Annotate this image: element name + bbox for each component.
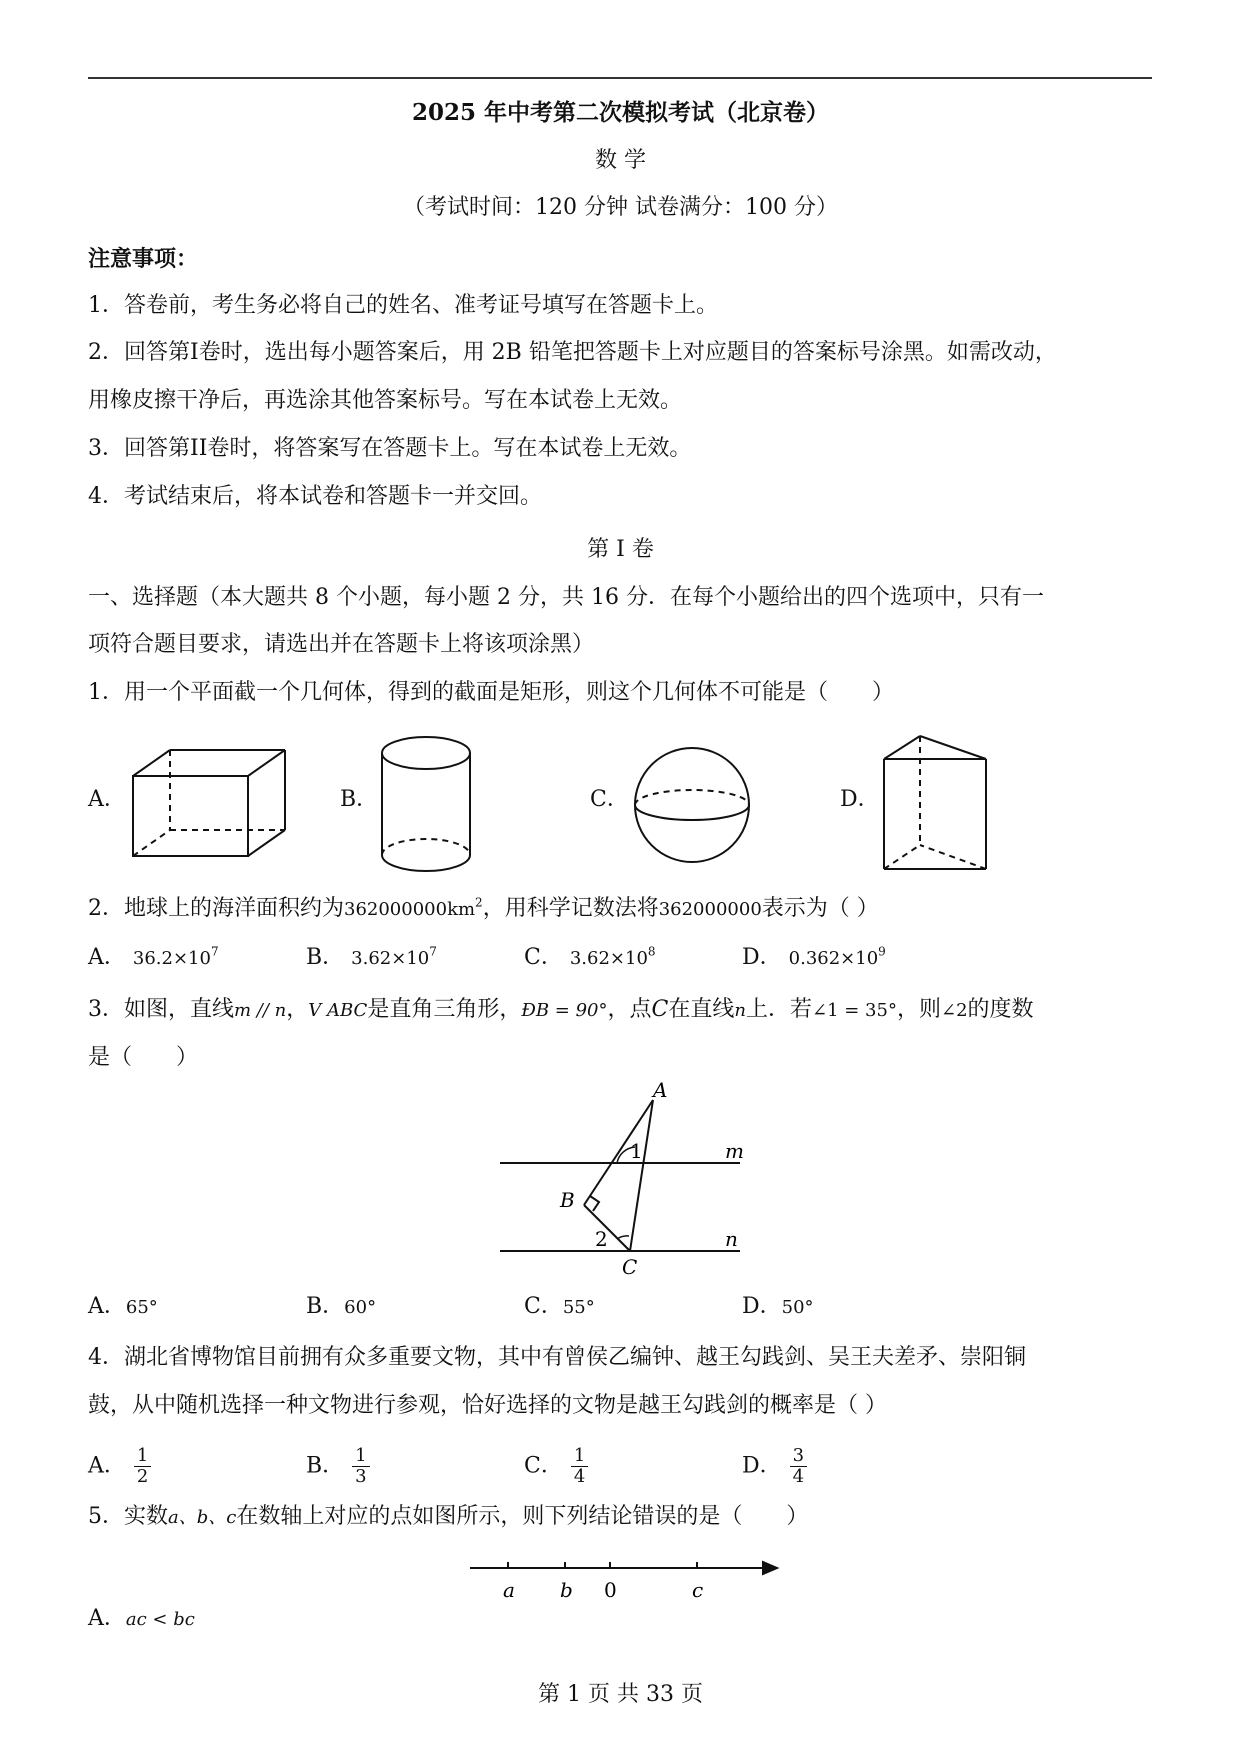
fraction-numerator: 1 <box>571 1446 588 1467</box>
option-exponent: 7 <box>429 944 437 959</box>
q2-stem-text: ，用科学记数法将 <box>482 896 659 921</box>
option-label: B． <box>306 1294 345 1319</box>
option-exponent: 9 <box>878 944 886 959</box>
cuboid-icon <box>130 748 290 858</box>
section-intro: 一、选择题（本大题共 8 个小题，每小题 2 分，共 16 分．在每个小题给出的四个选项中，只有一 <box>88 585 1044 610</box>
option-label: A． <box>88 1294 126 1319</box>
q2-area-value: 362000000km <box>344 899 476 920</box>
q3-label-n: n <box>725 1227 738 1251</box>
option-fraction <box>571 1446 588 1487</box>
q2-stem-text: 2．地球上的海洋面积约为 <box>88 896 344 921</box>
fraction-denominator: 4 <box>573 1466 586 1487</box>
q1-option-d-label: D． <box>840 787 880 812</box>
q5-vars: a、b、c <box>168 1507 237 1528</box>
option-label: D． <box>742 1294 782 1319</box>
q3-label-a: A <box>653 1078 668 1102</box>
header-rule <box>88 77 1152 79</box>
option-label: C． <box>524 1294 563 1319</box>
fraction-numerator: 1 <box>352 1446 369 1467</box>
option-exponent: 7 <box>210 944 219 959</box>
notice-item: 3．回答第II卷时，将答案写在答题卡上。写在本试卷上无效。 <box>88 436 692 461</box>
q4-option-b <box>306 1446 370 1487</box>
q2-stem-text: 表示为（ ） <box>761 896 879 921</box>
q3-stem-text: ， <box>286 997 309 1022</box>
q5-number-line-figure <box>465 1550 785 1620</box>
q3-point-c: C <box>651 997 669 1022</box>
axis-label-zero: 0 <box>604 1578 617 1602</box>
triangular-prism-icon <box>880 733 990 873</box>
option-label: A． <box>88 1606 126 1631</box>
option-value: 36.2×10 <box>132 948 211 969</box>
q1-option-a-label: A． <box>88 787 126 812</box>
q3-option-c <box>524 1292 595 1323</box>
q3-option-a <box>88 1292 158 1323</box>
q1-option-b-label: B． <box>340 787 379 812</box>
q2-option-b <box>306 943 437 974</box>
fraction-denominator: 2 <box>136 1466 149 1487</box>
sphere-icon <box>632 745 752 865</box>
option-value: 60° <box>344 1297 377 1318</box>
option-label: D． <box>742 1453 782 1479</box>
q2-option-c <box>524 943 656 974</box>
question-3-stem-cont: 是（ ） <box>88 1045 199 1070</box>
option-label: C． <box>524 1453 563 1479</box>
q3-stem-text: 在直线 <box>668 997 735 1022</box>
exam-title: 2025 年中考第二次模拟考试（北京卷） <box>411 99 830 126</box>
option-fraction <box>790 1446 807 1487</box>
q3-geometry-figure <box>490 1078 760 1279</box>
question-4-stem: 4．湖北省博物馆目前拥有众多重要文物，其中有曾侯乙编钟、越王勾践剑、吴王夫差矛、崇阳铜 <box>88 1345 1027 1370</box>
question-3-stem <box>88 995 1034 1026</box>
axis-label-a: a <box>503 1578 515 1602</box>
q3-angle-b-expr: ÐB = 90° <box>521 1000 608 1021</box>
q3-stem-text: 的度数 <box>967 997 1034 1022</box>
notice-heading: 注意事项： <box>88 246 199 272</box>
volume-title: 第 I 卷 <box>587 537 654 562</box>
option-fraction <box>352 1446 369 1487</box>
q4-option-d <box>742 1446 807 1487</box>
q3-stem-text: 是直角三角形， <box>367 997 522 1022</box>
q5-stem-text: 在数轴上对应的点如图所示，则下列结论错误的是（ ） <box>236 1504 809 1529</box>
q5-option-a <box>88 1604 195 1635</box>
q4-option-a <box>88 1446 151 1487</box>
q3-stem-text: 上．若 <box>745 997 812 1022</box>
option-value: ac < bc <box>125 1609 195 1630</box>
option-label: D． <box>742 945 782 970</box>
q3-parallel-expr: m // n <box>234 1000 287 1021</box>
q3-label-b: B <box>560 1188 575 1212</box>
section-intro: 项符合题目要求，请选出并在答题卡上将该项涂黑） <box>88 632 595 657</box>
option-label: C． <box>524 945 563 970</box>
axis-label-c: c <box>692 1578 704 1602</box>
option-label: A． <box>88 1453 126 1479</box>
subject-title: 数 学 <box>595 148 646 173</box>
notice-item: 用橡皮擦干净后，再选涂其他答案标号。写在本试卷上无效。 <box>88 388 683 413</box>
q5-stem-text: 5．实数 <box>88 1504 168 1529</box>
q3-angle-1-expr: ∠1 = 35° <box>812 1000 897 1021</box>
notice-item: 1．答卷前，考生务必将自己的姓名、准考证号填写在答题卡上。 <box>88 293 718 318</box>
q3-label-m: m <box>725 1139 744 1163</box>
option-value: 0.362×10 <box>788 948 879 969</box>
option-value: 55° <box>562 1297 595 1318</box>
question-2-stem <box>88 894 879 925</box>
q3-line-n: n <box>734 1000 746 1021</box>
q3-label-1: 1 <box>630 1139 643 1163</box>
q3-triangle-expr: V ABC <box>308 1000 368 1021</box>
option-value: 3.62×10 <box>569 948 648 969</box>
q3-option-b <box>306 1292 376 1323</box>
option-fraction <box>134 1446 151 1487</box>
q4-option-c <box>524 1446 588 1487</box>
question-5-stem <box>88 1502 808 1533</box>
q2-option-d <box>742 943 886 974</box>
q3-option-d <box>742 1292 814 1323</box>
q3-stem-text: ，点 <box>607 997 652 1022</box>
fraction-numerator: 1 <box>134 1446 151 1467</box>
q3-angle-2-expr: ∠2 <box>940 1000 968 1021</box>
q1-option-c-label: C． <box>590 787 629 812</box>
question-1-stem: 1．用一个平面截一个几何体，得到的截面是矩形，则这个几何体不可能是（ ） <box>88 680 894 705</box>
fraction-denominator: 4 <box>792 1466 805 1487</box>
option-label: B． <box>306 1453 345 1479</box>
notice-item: 2．回答第I卷时，选出每小题答案后，用 2B 铅笔把答题卡上对应题目的答案标号涂黑。如需改动， <box>88 340 1057 365</box>
option-value: 65° <box>125 1297 158 1318</box>
option-value: 3.62×10 <box>351 948 430 969</box>
option-exponent: 8 <box>647 944 656 959</box>
page-footer: 第 1 页 共 33 页 <box>538 1682 703 1707</box>
option-label: A． <box>88 945 126 970</box>
q3-stem-text: 3．如图，直线 <box>88 997 234 1022</box>
q2-area-exponent: 2 <box>475 895 483 910</box>
option-value: 50° <box>781 1297 814 1318</box>
q2-number: 362000000 <box>658 899 762 920</box>
q2-option-a <box>88 943 219 974</box>
axis-label-b: b <box>560 1578 573 1602</box>
question-4-stem-cont: 鼓，从中随机选择一种文物进行参观，恰好选择的文物是越王勾践剑的概率是（ ） <box>88 1393 887 1418</box>
fraction-numerator: 3 <box>790 1446 807 1467</box>
cylinder-icon <box>378 735 478 875</box>
notice-item: 4．考试结束后，将本试卷和答题卡一并交回。 <box>88 484 542 509</box>
fraction-denominator: 3 <box>355 1466 367 1487</box>
option-label: B． <box>306 945 345 970</box>
q3-label-2: 2 <box>595 1227 608 1251</box>
q3-label-c: C <box>622 1255 638 1279</box>
exam-info: （考试时间：120 分钟 试卷满分：100 分） <box>403 195 838 220</box>
q3-stem-text: ，则 <box>896 997 941 1022</box>
